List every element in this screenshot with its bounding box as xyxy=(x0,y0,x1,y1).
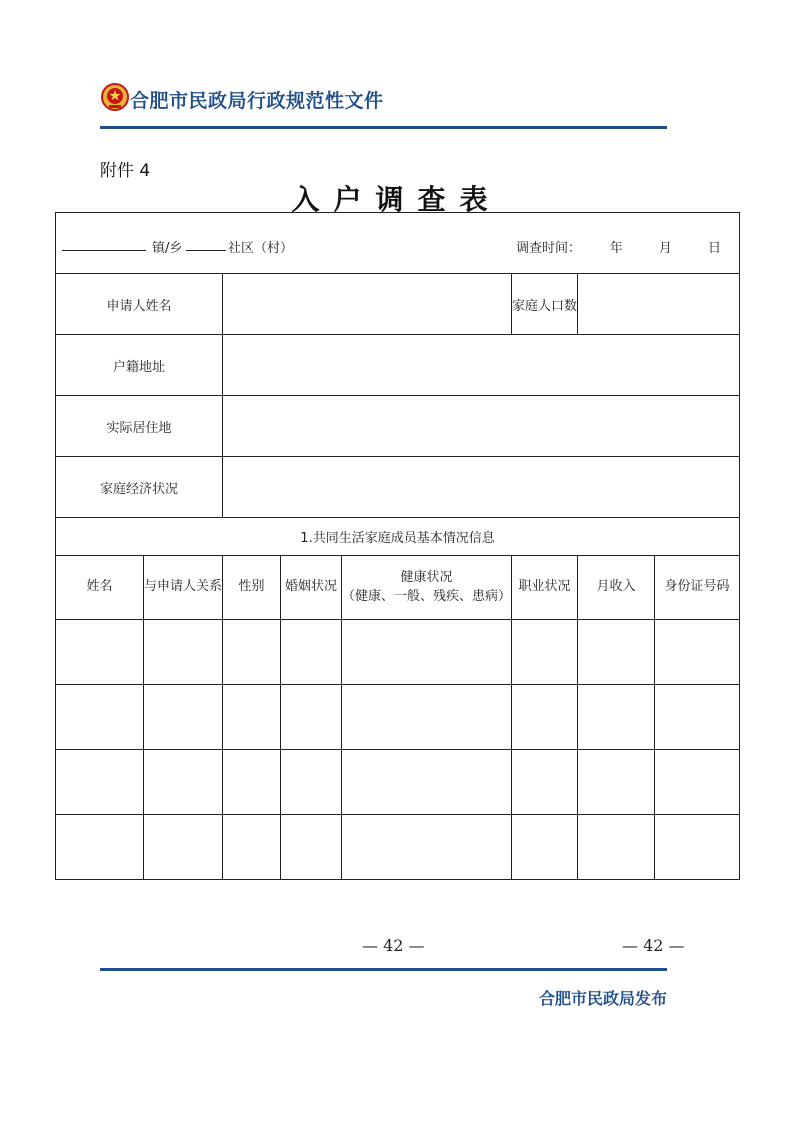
member-cell[interactable] xyxy=(56,685,144,750)
page-number-right: — 42 — xyxy=(622,936,685,955)
column-id-number: 身份证号码 xyxy=(655,556,740,620)
member-cell[interactable] xyxy=(223,685,281,750)
member-column-headers xyxy=(56,556,740,620)
member-cell[interactable] xyxy=(655,620,740,685)
document-header-title: 合肥市民政局行政规范性文件 xyxy=(130,90,384,112)
member-cell[interactable] xyxy=(281,750,342,815)
family-economy-label: 家庭经济状况 xyxy=(56,457,223,518)
column-relation: 与申请人关系 xyxy=(144,556,223,620)
member-cell[interactable] xyxy=(144,750,223,815)
section-title-row xyxy=(56,518,740,556)
column-income: 月收入 xyxy=(578,556,655,620)
member-cell[interactable] xyxy=(342,750,512,815)
actual-residence-label: 实际居住地 xyxy=(56,396,223,457)
member-cell[interactable] xyxy=(56,815,144,880)
member-cell[interactable] xyxy=(342,685,512,750)
column-gender: 性别 xyxy=(223,556,281,620)
household-size-label: 家庭人口数 xyxy=(512,274,578,335)
member-row xyxy=(56,815,740,880)
member-row xyxy=(56,685,740,750)
member-row xyxy=(56,620,740,685)
registered-address-label: 户籍地址 xyxy=(56,335,223,396)
member-cell[interactable] xyxy=(281,685,342,750)
applicant-name-field[interactable] xyxy=(223,274,512,335)
column-marriage: 婚姻状况 xyxy=(281,556,342,620)
actual-residence-row xyxy=(56,396,740,457)
member-cell[interactable] xyxy=(578,750,655,815)
column-health-title: 健康状况 xyxy=(400,569,453,585)
survey-time-label: 调查时间： xyxy=(516,241,582,256)
section-title: 1.共同生活家庭成员基本情况信息 xyxy=(56,518,740,556)
member-cell[interactable] xyxy=(578,815,655,880)
column-job: 职业状况 xyxy=(512,556,578,620)
year-label: 年 xyxy=(609,241,623,256)
applicant-row xyxy=(56,274,740,335)
community-label: 社区（村） xyxy=(228,241,294,256)
member-cell[interactable] xyxy=(512,750,578,815)
town-label: 镇/乡 xyxy=(152,241,183,256)
community-blank[interactable] xyxy=(186,250,226,251)
national-emblem-icon xyxy=(100,82,130,112)
member-cell[interactable] xyxy=(223,620,281,685)
day-label: 日 xyxy=(708,241,722,256)
member-cell[interactable] xyxy=(512,685,578,750)
household-size-field[interactable] xyxy=(578,274,740,335)
member-cell[interactable] xyxy=(281,620,342,685)
member-cell[interactable] xyxy=(281,815,342,880)
member-cell[interactable] xyxy=(342,620,512,685)
member-cell[interactable] xyxy=(655,685,740,750)
family-economy-row xyxy=(56,457,740,518)
column-name: 姓名 xyxy=(56,556,144,620)
attachment-label: 附件 4 xyxy=(100,161,151,181)
member-cell[interactable] xyxy=(578,685,655,750)
applicant-name-label: 申请人姓名 xyxy=(56,274,223,335)
registered-address-row xyxy=(56,335,740,396)
town-blank[interactable] xyxy=(62,250,146,251)
location-row xyxy=(56,213,740,274)
member-cell[interactable] xyxy=(144,620,223,685)
member-cell[interactable] xyxy=(56,620,144,685)
header-rule xyxy=(100,126,667,129)
member-cell[interactable] xyxy=(144,815,223,880)
registered-address-field[interactable] xyxy=(223,335,740,396)
member-cell[interactable] xyxy=(223,815,281,880)
column-health-options: （健康、一般、残疾、患病） xyxy=(342,588,512,604)
member-cell[interactable] xyxy=(578,620,655,685)
member-cell[interactable] xyxy=(223,750,281,815)
member-cell[interactable] xyxy=(512,815,578,880)
form-title: 入户调查表 xyxy=(291,183,502,216)
member-cell[interactable] xyxy=(342,815,512,880)
column-health xyxy=(342,556,512,620)
footer-rule xyxy=(100,968,667,971)
member-cell[interactable] xyxy=(655,750,740,815)
member-cell[interactable] xyxy=(512,620,578,685)
survey-form-table xyxy=(55,212,740,880)
month-label: 月 xyxy=(658,241,672,256)
member-row xyxy=(56,750,740,815)
family-economy-field[interactable] xyxy=(223,457,740,518)
member-cell[interactable] xyxy=(144,685,223,750)
actual-residence-field[interactable] xyxy=(223,396,740,457)
page-number-left: — 42 — xyxy=(362,936,425,955)
member-cell[interactable] xyxy=(655,815,740,880)
publisher-label: 合肥市民政局发布 xyxy=(538,989,667,1008)
member-cell[interactable] xyxy=(56,750,144,815)
